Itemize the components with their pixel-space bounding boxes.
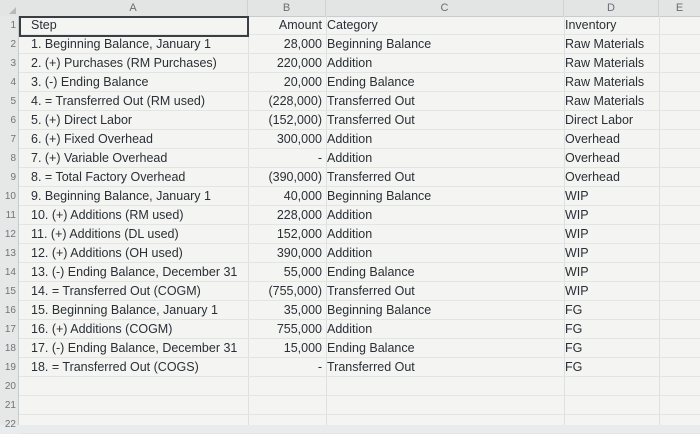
- column-header-d[interactable]: D: [564, 0, 659, 16]
- table-row: [19, 149, 700, 168]
- table-row: [19, 244, 700, 263]
- column-header-bar: [0, 0, 700, 17]
- cell-step[interactable]: [31, 396, 253, 415]
- cell-inventory[interactable]: [565, 377, 665, 396]
- cell-step[interactable]: 11. (+) Additions (DL used): [31, 227, 179, 241]
- cell-step[interactable]: 8. = Total Factory Overhead: [31, 170, 186, 184]
- cell-category[interactable]: Category: [327, 18, 378, 32]
- column-header-c[interactable]: C: [326, 0, 564, 16]
- cell-inventory[interactable]: WIP: [565, 284, 589, 298]
- cell-category[interactable]: Addition: [327, 208, 373, 222]
- cell-category[interactable]: Transferred Out: [327, 170, 415, 184]
- cell-inventory[interactable]: Raw Materials: [565, 37, 645, 51]
- cell-inventory[interactable]: Raw Materials: [565, 75, 645, 89]
- row-header[interactable]: 20: [4, 381, 16, 392]
- cell-category[interactable]: Addition: [327, 322, 373, 336]
- cell-step[interactable]: 17. (-) Ending Balance, December 31: [31, 341, 238, 355]
- row-header[interactable]: 15: [4, 286, 16, 297]
- table-row: [19, 92, 700, 111]
- cell-amount[interactable]: 152,000: [276, 227, 322, 241]
- table-row: [19, 111, 700, 130]
- cell-category[interactable]: Addition: [327, 132, 373, 146]
- row-header[interactable]: 21: [4, 400, 16, 411]
- cell-inventory[interactable]: WIP: [565, 208, 589, 222]
- cell-amount[interactable]: (755,000): [268, 284, 322, 298]
- row-header[interactable]: 13: [4, 248, 16, 259]
- cell-inventory[interactable]: FG: [565, 303, 583, 317]
- cell-category[interactable]: Addition: [327, 151, 373, 165]
- column-header-a[interactable]: A: [19, 0, 248, 16]
- cell-category[interactable]: Transferred Out: [327, 113, 415, 127]
- cell-amount[interactable]: 28,000: [283, 37, 322, 51]
- row-header[interactable]: 3: [10, 58, 16, 69]
- cell-amount[interactable]: -: [317, 360, 322, 374]
- table-row: [19, 168, 700, 187]
- cell-step[interactable]: 4. = Transferred Out (RM used): [31, 94, 206, 108]
- cell-amount[interactable]: 20,000: [283, 75, 322, 89]
- cell-category[interactable]: Beginning Balance: [327, 189, 432, 203]
- cell-inventory[interactable]: Overhead: [565, 132, 620, 146]
- row-header[interactable]: 19: [4, 362, 16, 373]
- cell-category[interactable]: Ending Balance: [327, 341, 415, 355]
- row-header[interactable]: 10: [4, 191, 16, 202]
- table-row: [19, 358, 700, 377]
- table-row: [19, 339, 700, 358]
- cell-step[interactable]: 18. = Transferred Out (COGS): [31, 360, 199, 374]
- row-header[interactable]: 4: [10, 77, 16, 88]
- row-header[interactable]: 16: [4, 305, 16, 316]
- row-header[interactable]: 12: [4, 229, 16, 240]
- cell-amount[interactable]: Amount: [278, 18, 322, 32]
- cell-inventory[interactable]: WIP: [565, 265, 589, 279]
- cell-amount[interactable]: 15,000: [283, 341, 322, 355]
- cell-amount[interactable]: 55,000: [283, 265, 322, 279]
- row-header[interactable]: 1: [10, 20, 16, 31]
- row-header[interactable]: 22: [4, 419, 16, 430]
- cell-amount[interactable]: (390,000): [268, 170, 322, 184]
- cell-step[interactable]: [31, 377, 253, 396]
- row-header[interactable]: 17: [4, 324, 16, 335]
- cell-inventory[interactable]: Inventory: [565, 18, 617, 32]
- table-row: [19, 263, 700, 282]
- cell-amount[interactable]: [247, 377, 322, 396]
- cell-amount[interactable]: (228,000): [268, 94, 322, 108]
- cell-inventory[interactable]: Raw Materials: [565, 94, 645, 108]
- cell-step[interactable]: 16. (+) Additions (COGM): [31, 322, 173, 336]
- cell-amount[interactable]: 220,000: [276, 56, 322, 70]
- cell-inventory[interactable]: Overhead: [565, 170, 620, 184]
- row-header[interactable]: 5: [10, 96, 16, 107]
- cell-step[interactable]: 14. = Transferred Out (COGM): [31, 284, 201, 298]
- cell-category[interactable]: [327, 396, 457, 415]
- column-header-e[interactable]: E: [675, 2, 684, 14]
- cell-inventory[interactable]: [565, 396, 665, 415]
- table-row: [19, 35, 700, 54]
- cell-step[interactable]: 7. (+) Variable Overhead: [31, 151, 168, 165]
- table-row: [19, 130, 700, 149]
- row-header[interactable]: 14: [4, 267, 16, 278]
- cell-amount[interactable]: 390,000: [276, 246, 322, 260]
- cell-amount[interactable]: 40,000: [283, 189, 322, 203]
- table-row: [19, 282, 700, 301]
- table-row: [19, 396, 700, 415]
- cell-category[interactable]: Beginning Balance: [327, 303, 432, 317]
- cell-amount[interactable]: (152,000): [268, 113, 322, 127]
- row-header[interactable]: 9: [10, 172, 16, 183]
- cell-amount[interactable]: [247, 396, 322, 415]
- table-row: [19, 187, 700, 206]
- table-row: [19, 225, 700, 244]
- row-header[interactable]: 7: [10, 134, 16, 145]
- table-row: [19, 54, 700, 73]
- cell-step[interactable]: Step: [31, 18, 57, 32]
- cell-category[interactable]: Beginning Balance: [327, 37, 432, 51]
- cell-inventory[interactable]: WIP: [565, 189, 589, 203]
- cell-step[interactable]: 9. Beginning Balance, January 1: [31, 189, 211, 203]
- cell-step[interactable]: 10. (+) Additions (RM used): [31, 208, 184, 222]
- cell-category[interactable]: Addition: [327, 56, 373, 70]
- cell-category[interactable]: Transferred Out: [327, 284, 415, 298]
- cell-category[interactable]: Ending Balance: [327, 75, 415, 89]
- cell-step[interactable]: 5. (+) Direct Labor: [31, 113, 133, 127]
- cell-amount[interactable]: -: [317, 151, 322, 165]
- cell-inventory[interactable]: Overhead: [565, 151, 620, 165]
- table-row: [19, 73, 700, 92]
- cell-step[interactable]: 12. (+) Additions (OH used): [31, 246, 183, 260]
- cell-inventory[interactable]: Raw Materials: [565, 56, 645, 70]
- cell-step[interactable]: 3. (-) Ending Balance: [31, 75, 149, 89]
- select-all-corner[interactable]: [0, 0, 18, 16]
- table-row: [19, 320, 700, 339]
- row-header-bar: [0, 16, 19, 430]
- cell-step[interactable]: 15. Beginning Balance, January 1: [31, 303, 218, 317]
- cell-category[interactable]: Ending Balance: [327, 265, 415, 279]
- cell-inventory[interactable]: Direct Labor: [565, 113, 634, 127]
- row-header[interactable]: 8: [10, 153, 16, 164]
- cell-category[interactable]: [327, 377, 457, 396]
- cell-step[interactable]: 1. Beginning Balance, January 1: [31, 37, 211, 51]
- row-header[interactable]: 2: [10, 39, 16, 50]
- cell-category[interactable]: Addition: [327, 227, 373, 241]
- table-row: [19, 377, 700, 396]
- row-header[interactable]: 11: [5, 210, 16, 221]
- active-cell-selection: [19, 16, 249, 37]
- cell-amount[interactable]: 35,000: [283, 303, 322, 317]
- cell-category[interactable]: Transferred Out: [327, 360, 415, 374]
- cell-inventory[interactable]: FG: [565, 341, 583, 355]
- cell-inventory[interactable]: WIP: [565, 227, 589, 241]
- cell-amount[interactable]: 755,000: [276, 322, 322, 336]
- cell-category[interactable]: Addition: [327, 246, 373, 260]
- cell-inventory[interactable]: WIP: [565, 246, 589, 260]
- cell-step[interactable]: 13. (-) Ending Balance, December 31: [31, 265, 238, 279]
- row-header[interactable]: 6: [10, 115, 16, 126]
- cell-amount[interactable]: 300,000: [276, 132, 322, 146]
- cell-inventory[interactable]: FG: [565, 360, 583, 374]
- cell-inventory[interactable]: FG: [565, 322, 583, 336]
- table-row: [19, 206, 700, 225]
- cell-amount[interactable]: 228,000: [276, 208, 322, 222]
- cell-step[interactable]: 2. (+) Purchases (RM Purchases): [31, 56, 217, 70]
- cell-step[interactable]: 6. (+) Fixed Overhead: [31, 132, 153, 146]
- row-header[interactable]: 18: [4, 343, 16, 354]
- column-header-b[interactable]: B: [248, 0, 326, 16]
- table-row: [19, 301, 700, 320]
- select-all-triangle-icon: [9, 7, 16, 14]
- cell-category[interactable]: Transferred Out: [327, 94, 415, 108]
